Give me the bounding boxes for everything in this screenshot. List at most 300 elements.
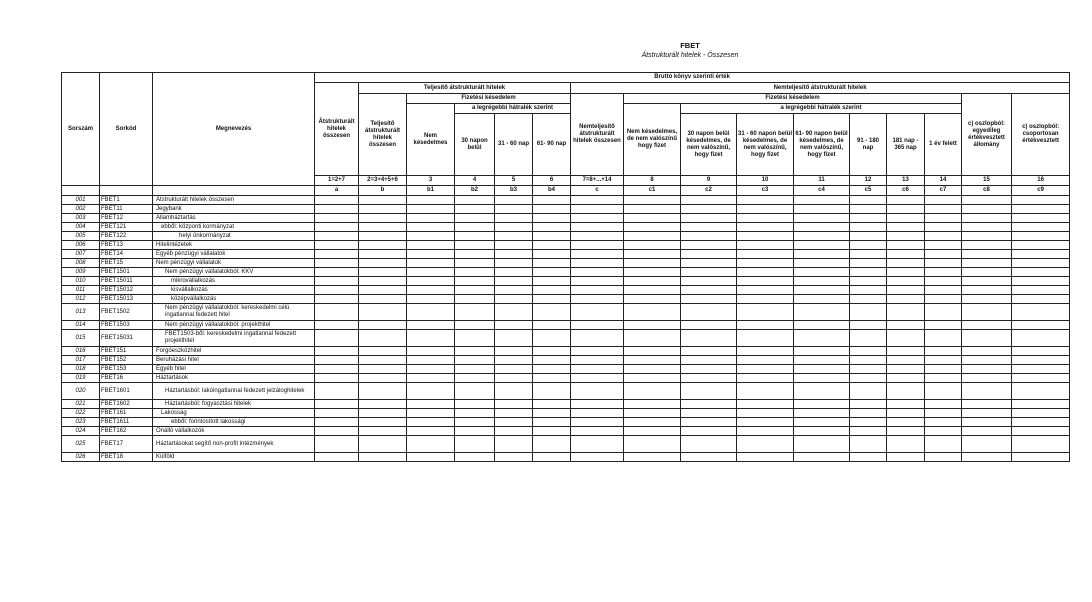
value-cell[interactable] [407,418,455,427]
value-cell[interactable] [533,374,571,383]
value-cell[interactable] [315,250,359,259]
value-cell[interactable] [850,268,887,277]
value-cell[interactable] [315,453,359,462]
value-cell[interactable] [887,400,925,409]
value-cell[interactable] [737,196,794,205]
value-cell[interactable] [455,374,495,383]
value-cell[interactable] [962,409,1012,418]
value-cell[interactable] [737,205,794,214]
value-cell[interactable] [407,214,455,223]
value-cell[interactable] [794,347,850,356]
value-cell[interactable] [533,295,571,304]
value-cell[interactable] [925,427,962,436]
value-cell[interactable] [315,295,359,304]
value-cell[interactable] [533,286,571,295]
value-cell[interactable] [1012,196,1070,205]
value-cell[interactable] [624,427,681,436]
value-cell[interactable] [962,321,1012,330]
value-cell[interactable] [624,268,681,277]
value-cell[interactable] [737,436,794,453]
value-cell[interactable] [1012,232,1070,241]
value-cell[interactable] [1012,356,1070,365]
value-cell[interactable] [925,330,962,347]
value-cell[interactable] [887,259,925,268]
value-cell[interactable] [624,365,681,374]
value-cell[interactable] [571,453,624,462]
value-cell[interactable] [407,427,455,436]
value-cell[interactable] [455,365,495,374]
value-cell[interactable] [962,232,1012,241]
value-cell[interactable] [455,304,495,321]
value-cell[interactable] [624,241,681,250]
value-cell[interactable] [407,356,455,365]
value-cell[interactable] [407,232,455,241]
value-cell[interactable] [925,286,962,295]
value-cell[interactable] [681,241,737,250]
value-cell[interactable] [359,295,407,304]
value-cell[interactable] [359,286,407,295]
value-cell[interactable] [1012,223,1070,232]
value-cell[interactable] [962,250,1012,259]
value-cell[interactable] [407,409,455,418]
value-cell[interactable] [495,427,533,436]
value-cell[interactable] [925,418,962,427]
value-cell[interactable] [887,453,925,462]
value-cell[interactable] [737,223,794,232]
value-cell[interactable] [962,286,1012,295]
value-cell[interactable] [315,383,359,400]
value-cell[interactable] [571,436,624,453]
value-cell[interactable] [359,196,407,205]
value-cell[interactable] [737,409,794,418]
value-cell[interactable] [455,418,495,427]
value-cell[interactable] [571,232,624,241]
value-cell[interactable] [681,453,737,462]
value-cell[interactable] [794,205,850,214]
value-cell[interactable] [794,356,850,365]
value-cell[interactable] [455,250,495,259]
value-cell[interactable] [407,250,455,259]
value-cell[interactable] [359,259,407,268]
value-cell[interactable] [624,436,681,453]
value-cell[interactable] [1012,383,1070,400]
value-cell[interactable] [495,241,533,250]
value-cell[interactable] [359,205,407,214]
value-cell[interactable] [1012,205,1070,214]
value-cell[interactable] [624,205,681,214]
value-cell[interactable] [925,241,962,250]
value-cell[interactable] [887,383,925,400]
value-cell[interactable] [737,347,794,356]
value-cell[interactable] [571,400,624,409]
value-cell[interactable] [794,436,850,453]
value-cell[interactable] [850,400,887,409]
value-cell[interactable] [495,295,533,304]
value-cell[interactable] [850,295,887,304]
value-cell[interactable] [571,321,624,330]
value-cell[interactable] [624,223,681,232]
value-cell[interactable] [624,400,681,409]
value-cell[interactable] [315,418,359,427]
value-cell[interactable] [407,365,455,374]
value-cell[interactable] [455,259,495,268]
value-cell[interactable] [681,205,737,214]
value-cell[interactable] [315,409,359,418]
value-cell[interactable] [359,409,407,418]
value-cell[interactable] [315,427,359,436]
value-cell[interactable] [794,418,850,427]
value-cell[interactable] [315,205,359,214]
value-cell[interactable] [495,232,533,241]
value-cell[interactable] [315,241,359,250]
value-cell[interactable] [359,453,407,462]
value-cell[interactable] [1012,400,1070,409]
value-cell[interactable] [495,321,533,330]
value-cell[interactable] [571,205,624,214]
value-cell[interactable] [794,241,850,250]
value-cell[interactable] [887,347,925,356]
value-cell[interactable] [455,400,495,409]
value-cell[interactable] [495,250,533,259]
value-cell[interactable] [850,330,887,347]
value-cell[interactable] [495,418,533,427]
value-cell[interactable] [925,304,962,321]
value-cell[interactable] [571,250,624,259]
value-cell[interactable] [407,453,455,462]
value-cell[interactable] [850,286,887,295]
value-cell[interactable] [681,356,737,365]
value-cell[interactable] [455,347,495,356]
value-cell[interactable] [962,259,1012,268]
value-cell[interactable] [571,223,624,232]
value-cell[interactable] [681,232,737,241]
value-cell[interactable] [925,436,962,453]
value-cell[interactable] [794,400,850,409]
value-cell[interactable] [794,250,850,259]
value-cell[interactable] [681,330,737,347]
value-cell[interactable] [315,304,359,321]
value-cell[interactable] [359,330,407,347]
value-cell[interactable] [850,214,887,223]
value-cell[interactable] [1012,259,1070,268]
value-cell[interactable] [315,286,359,295]
value-cell[interactable] [1012,347,1070,356]
value-cell[interactable] [925,277,962,286]
value-cell[interactable] [407,295,455,304]
value-cell[interactable] [1012,214,1070,223]
value-cell[interactable] [681,383,737,400]
value-cell[interactable] [794,304,850,321]
value-cell[interactable] [571,365,624,374]
value-cell[interactable] [681,347,737,356]
value-cell[interactable] [455,427,495,436]
value-cell[interactable] [737,277,794,286]
value-cell[interactable] [737,295,794,304]
value-cell[interactable] [315,223,359,232]
value-cell[interactable] [681,250,737,259]
value-cell[interactable] [1012,295,1070,304]
value-cell[interactable] [1012,330,1070,347]
value-cell[interactable] [407,400,455,409]
value-cell[interactable] [455,295,495,304]
value-cell[interactable] [533,365,571,374]
value-cell[interactable] [1012,241,1070,250]
value-cell[interactable] [571,241,624,250]
value-cell[interactable] [571,277,624,286]
value-cell[interactable] [624,409,681,418]
value-cell[interactable] [737,330,794,347]
value-cell[interactable] [681,223,737,232]
value-cell[interactable] [794,214,850,223]
value-cell[interactable] [887,321,925,330]
value-cell[interactable] [681,295,737,304]
value-cell[interactable] [887,330,925,347]
value-cell[interactable] [455,214,495,223]
value-cell[interactable] [359,250,407,259]
value-cell[interactable] [887,409,925,418]
value-cell[interactable] [533,418,571,427]
value-cell[interactable] [407,321,455,330]
value-cell[interactable] [495,347,533,356]
value-cell[interactable] [962,418,1012,427]
value-cell[interactable] [495,259,533,268]
value-cell[interactable] [315,259,359,268]
value-cell[interactable] [1012,409,1070,418]
value-cell[interactable] [359,418,407,427]
value-cell[interactable] [455,268,495,277]
value-cell[interactable] [925,321,962,330]
value-cell[interactable] [887,214,925,223]
value-cell[interactable] [624,277,681,286]
value-cell[interactable] [925,453,962,462]
value-cell[interactable] [359,223,407,232]
value-cell[interactable] [1012,321,1070,330]
value-cell[interactable] [1012,250,1070,259]
value-cell[interactable] [962,383,1012,400]
value-cell[interactable] [407,330,455,347]
value-cell[interactable] [495,223,533,232]
value-cell[interactable] [925,205,962,214]
value-cell[interactable] [681,374,737,383]
value-cell[interactable] [533,268,571,277]
value-cell[interactable] [624,356,681,365]
value-cell[interactable] [850,223,887,232]
value-cell[interactable] [850,304,887,321]
value-cell[interactable] [533,400,571,409]
value-cell[interactable] [1012,277,1070,286]
value-cell[interactable] [850,418,887,427]
value-cell[interactable] [925,347,962,356]
value-cell[interactable] [407,304,455,321]
value-cell[interactable] [850,347,887,356]
value-cell[interactable] [571,295,624,304]
value-cell[interactable] [455,383,495,400]
value-cell[interactable] [737,400,794,409]
value-cell[interactable] [495,286,533,295]
value-cell[interactable] [737,427,794,436]
value-cell[interactable] [794,196,850,205]
value-cell[interactable] [737,321,794,330]
value-cell[interactable] [850,277,887,286]
value-cell[interactable] [315,268,359,277]
value-cell[interactable] [794,374,850,383]
value-cell[interactable] [407,196,455,205]
value-cell[interactable] [1012,453,1070,462]
value-cell[interactable] [887,268,925,277]
value-cell[interactable] [495,383,533,400]
value-cell[interactable] [624,383,681,400]
value-cell[interactable] [455,409,495,418]
value-cell[interactable] [315,356,359,365]
value-cell[interactable] [887,365,925,374]
value-cell[interactable] [962,205,1012,214]
value-cell[interactable] [571,374,624,383]
value-cell[interactable] [681,321,737,330]
value-cell[interactable] [925,259,962,268]
value-cell[interactable] [533,356,571,365]
value-cell[interactable] [533,409,571,418]
value-cell[interactable] [794,295,850,304]
value-cell[interactable] [850,409,887,418]
value-cell[interactable] [571,196,624,205]
value-cell[interactable] [359,304,407,321]
value-cell[interactable] [887,250,925,259]
value-cell[interactable] [533,304,571,321]
value-cell[interactable] [495,196,533,205]
value-cell[interactable] [407,374,455,383]
value-cell[interactable] [962,374,1012,383]
value-cell[interactable] [850,250,887,259]
value-cell[interactable] [407,436,455,453]
value-cell[interactable] [495,304,533,321]
value-cell[interactable] [624,418,681,427]
value-cell[interactable] [850,436,887,453]
value-cell[interactable] [794,383,850,400]
value-cell[interactable] [1012,374,1070,383]
value-cell[interactable] [794,268,850,277]
value-cell[interactable] [681,436,737,453]
value-cell[interactable] [962,268,1012,277]
value-cell[interactable] [533,205,571,214]
value-cell[interactable] [887,436,925,453]
value-cell[interactable] [359,365,407,374]
value-cell[interactable] [624,259,681,268]
value-cell[interactable] [962,453,1012,462]
value-cell[interactable] [962,400,1012,409]
value-cell[interactable] [681,214,737,223]
value-cell[interactable] [455,286,495,295]
value-cell[interactable] [887,277,925,286]
value-cell[interactable] [571,427,624,436]
value-cell[interactable] [315,347,359,356]
value-cell[interactable] [533,277,571,286]
value-cell[interactable] [794,427,850,436]
value-cell[interactable] [315,365,359,374]
value-cell[interactable] [681,259,737,268]
value-cell[interactable] [407,286,455,295]
value-cell[interactable] [850,374,887,383]
value-cell[interactable] [925,214,962,223]
value-cell[interactable] [533,214,571,223]
value-cell[interactable] [887,241,925,250]
value-cell[interactable] [359,347,407,356]
value-cell[interactable] [359,400,407,409]
value-cell[interactable] [887,232,925,241]
value-cell[interactable] [737,304,794,321]
value-cell[interactable] [794,223,850,232]
value-cell[interactable] [571,409,624,418]
value-cell[interactable] [794,365,850,374]
value-cell[interactable] [407,277,455,286]
value-cell[interactable] [533,259,571,268]
value-cell[interactable] [737,259,794,268]
value-cell[interactable] [962,277,1012,286]
value-cell[interactable] [887,196,925,205]
value-cell[interactable] [681,304,737,321]
value-cell[interactable] [925,250,962,259]
value-cell[interactable] [681,365,737,374]
value-cell[interactable] [571,347,624,356]
value-cell[interactable] [315,196,359,205]
value-cell[interactable] [794,453,850,462]
value-cell[interactable] [533,453,571,462]
value-cell[interactable] [681,400,737,409]
value-cell[interactable] [571,418,624,427]
value-cell[interactable] [495,330,533,347]
value-cell[interactable] [533,232,571,241]
value-cell[interactable] [359,436,407,453]
value-cell[interactable] [495,356,533,365]
value-cell[interactable] [850,232,887,241]
value-cell[interactable] [681,427,737,436]
value-cell[interactable] [624,232,681,241]
value-cell[interactable] [315,214,359,223]
value-cell[interactable] [407,347,455,356]
value-cell[interactable] [624,196,681,205]
value-cell[interactable] [315,232,359,241]
value-cell[interactable] [359,214,407,223]
value-cell[interactable] [1012,427,1070,436]
value-cell[interactable] [850,196,887,205]
value-cell[interactable] [925,409,962,418]
value-cell[interactable] [407,223,455,232]
value-cell[interactable] [925,268,962,277]
value-cell[interactable] [925,295,962,304]
value-cell[interactable] [533,383,571,400]
value-cell[interactable] [887,374,925,383]
value-cell[interactable] [794,330,850,347]
value-cell[interactable] [359,277,407,286]
value-cell[interactable] [624,286,681,295]
value-cell[interactable] [533,223,571,232]
value-cell[interactable] [794,232,850,241]
value-cell[interactable] [887,418,925,427]
value-cell[interactable] [533,330,571,347]
value-cell[interactable] [962,365,1012,374]
value-cell[interactable] [407,205,455,214]
value-cell[interactable] [571,259,624,268]
value-cell[interactable] [455,277,495,286]
value-cell[interactable] [624,453,681,462]
value-cell[interactable] [533,347,571,356]
value-cell[interactable] [925,232,962,241]
value-cell[interactable] [455,436,495,453]
value-cell[interactable] [887,205,925,214]
value-cell[interactable] [681,286,737,295]
value-cell[interactable] [1012,418,1070,427]
value-cell[interactable] [737,453,794,462]
value-cell[interactable] [495,409,533,418]
